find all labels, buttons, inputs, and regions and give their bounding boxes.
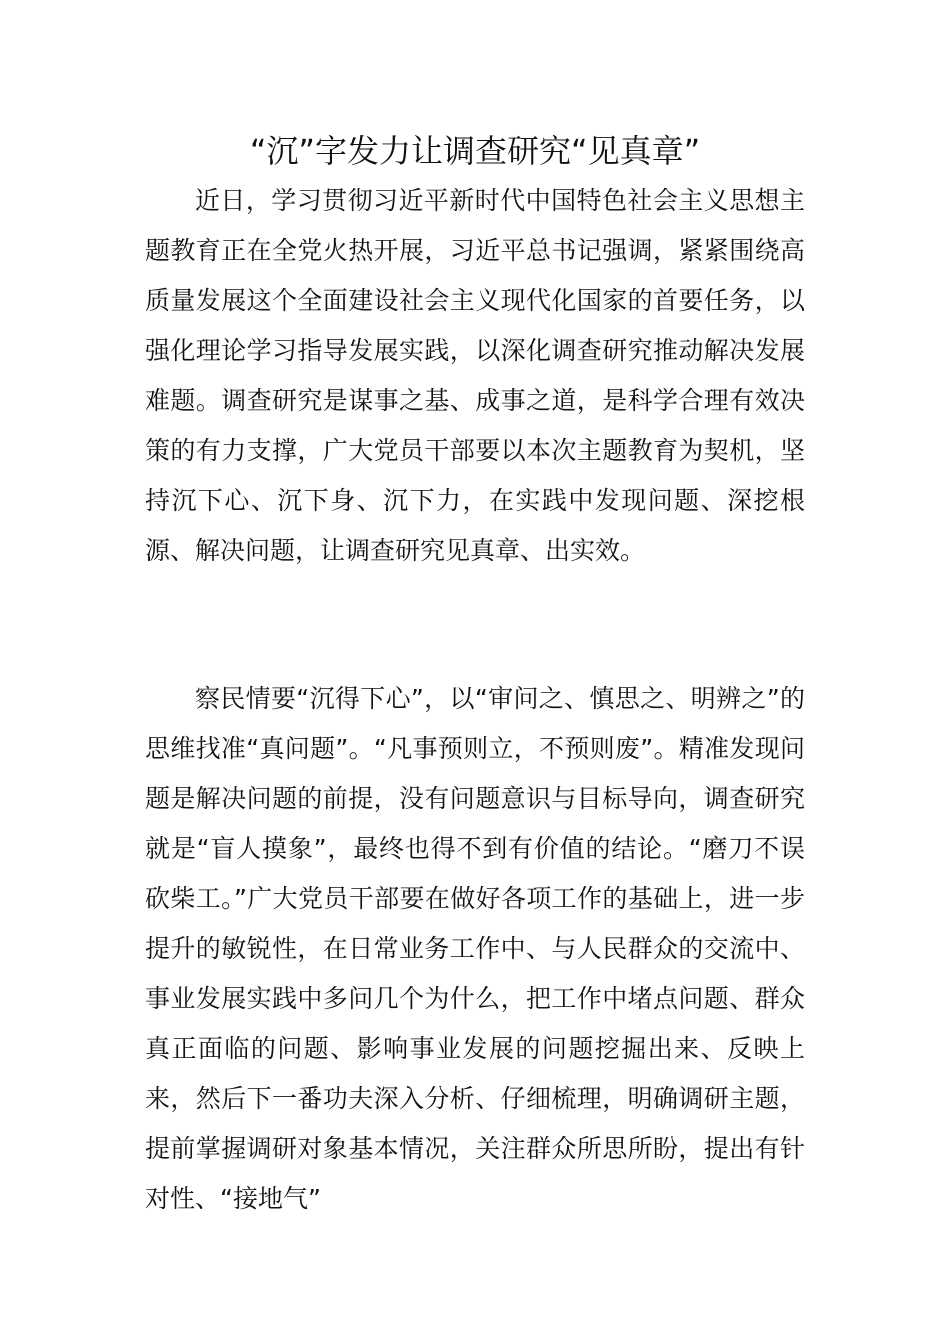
document-title: “沉”字发力让调查研究“见真章” bbox=[249, 132, 701, 170]
paragraph-observe-public-sentiment: 察民情要“沉得下心”，以“审问之、慎思之、明辨之”的思维找准“真问题”。“凡事预则立，不预则废”。精准发现问题是解决问题的前提，没有问题意识与目标导向，调查研究就是“盲人摸象”，最终也得不到有价值的结论。“磨刀不误砍柴工。”广大党员干部要在做好各项工作的基础上，进一步提升的敏锐性，在日常业务工作中、与人民群众的交流中、事业发展实践中多问几个为什么，把工作中堵点问题、群众真正面临的问题、影响事业发展的问题挖掘出来、反映上来，然后下一番功夫深入分析、仔细梳理，明确调研主题，提前掌握调研对象基本情况，关注群众所思所盼，提出有针对性、“接地气” bbox=[145, 684, 805, 1213]
paragraph-intro: 近日，学习贯彻习近平新时代中国特色社会主义思想主题教育正在全党火热开展，习近平总书记强调，紧紧围绕高质量发展这个全面建设社会主义现代化国家的首要任务，以强化理论学习指导发展实践，以深化调查研究推动解决发展难题。调查研究是谋事之基、成事之道，是科学合理有效决策的有力支撑，广大党员干部要以本次主题教育为契机，坚持沉下心、沉下身、沉下力，在实践中发现问题、深挖根源、解决问题，让调查研究见真章、出实效。 bbox=[145, 186, 805, 565]
